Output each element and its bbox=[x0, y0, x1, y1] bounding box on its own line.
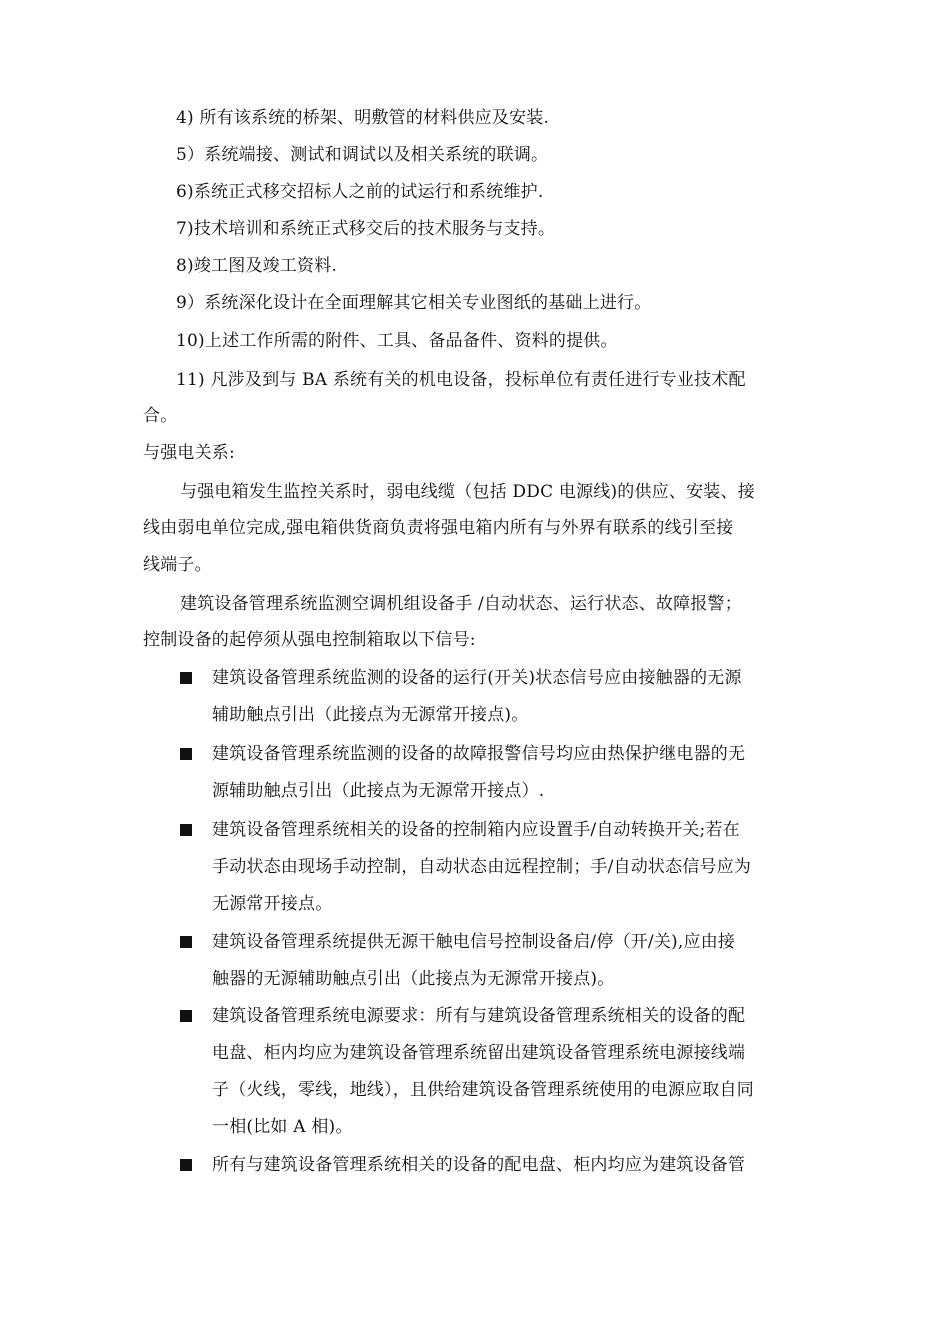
bullet-1-line-2: 辅助触点引出（此接点为无源常开接点)。 bbox=[212, 705, 529, 725]
paragraph-2-line-1: 建筑设备管理系统监测空调机组设备手 /自动状态、运行状态、故障报警； bbox=[180, 594, 742, 614]
bullet-4-line-1: 建筑设备管理系统提供无源干触电信号控制设备启/停（开/关),应由接 bbox=[212, 932, 736, 952]
bullet-6-line-1: 所有与建筑设备管理系统相关的设备的配电盘、柜内均应为建筑设备管 bbox=[212, 1155, 746, 1175]
bullet-5-line-2: 电盘、柜内均应为建筑设备管理系统留出建筑设备管理系统电源接线端 bbox=[212, 1043, 746, 1063]
square-bullet-icon bbox=[180, 1010, 192, 1022]
bullet-4-line-2: 触器的无源辅助触点引出（此接点为无源常开接点)。 bbox=[212, 969, 615, 989]
paragraph-2-line-2: 控制设备的起停须从强电控制箱取以下信号: bbox=[143, 630, 476, 650]
list-item-11-line-2: 合。 bbox=[143, 406, 178, 426]
bullet-3-line-2: 手动状态由现场手动控制，自动状态由远程控制；手/自动状态信号应为 bbox=[212, 857, 752, 877]
list-item-7: 7)技术培训和系统正式移交后的技术服务与支持。 bbox=[176, 219, 556, 239]
bullet-3-line-1: 建筑设备管理系统相关的设备的控制箱内应设置手/自动转换开关;若在 bbox=[212, 820, 740, 840]
bullet-5-line-4: 一相(比如 A 相)。 bbox=[212, 1117, 353, 1137]
square-bullet-icon bbox=[180, 748, 192, 760]
section-title: 与强电关系: bbox=[143, 443, 235, 463]
list-item-9: 9）系统深化设计在全面理解其它相关专业图纸的基础上进行。 bbox=[176, 293, 652, 313]
paragraph-1-line-1: 与强电箱发生监控关系时，弱电线缆（包括 DDC 电源线)的供应、安装、接 bbox=[180, 482, 755, 502]
bullet-1-line-1: 建筑设备管理系统监测的设备的运行(开关)状态信号应由接触器的无源 bbox=[212, 668, 742, 688]
paragraph-1-line-3: 线端子。 bbox=[143, 555, 212, 575]
list-item-5: 5）系统端接、测试和调试以及相关系统的联调。 bbox=[176, 145, 549, 165]
bullet-3-line-3: 无源常开接点。 bbox=[212, 894, 333, 914]
square-bullet-icon bbox=[180, 1159, 192, 1171]
list-item-4: 4) 所有该系统的桥架、明敷管的材料供应及安装. bbox=[176, 108, 550, 128]
bullet-5-line-1: 建筑设备管理系统电源要求：所有与建筑设备管理系统相关的设备的配 bbox=[212, 1006, 746, 1026]
list-item-11-line-1: 11) 凡涉及到与 BA 系统有关的机电设备，投标单位有责任进行专业技术配 bbox=[176, 370, 746, 390]
list-item-10: 10)上述工作所需的附件、工具、备品备件、资料的提供。 bbox=[176, 331, 618, 351]
square-bullet-icon bbox=[180, 824, 192, 836]
bullet-5-line-3: 子（火线，零线，地线），且供给建筑设备管理系统使用的电源应取自同 bbox=[212, 1080, 754, 1100]
bullet-2-line-2: 源辅助触点引出（此接点为无源常开接点）. bbox=[212, 781, 545, 801]
square-bullet-icon bbox=[180, 672, 192, 684]
list-item-6: 6)系统正式移交招标人之前的试运行和系统维护. bbox=[176, 182, 544, 202]
list-item-8: 8)竣工图及竣工资料. bbox=[176, 256, 338, 276]
square-bullet-icon bbox=[180, 936, 192, 948]
paragraph-1-line-2: 线由弱电单位完成,强电箱供货商负责将强电箱内所有与外界有联系的线引至接 bbox=[143, 518, 734, 538]
bullet-2-line-1: 建筑设备管理系统监测的设备的故障报警信号均应由热保护继电器的无 bbox=[212, 744, 746, 764]
